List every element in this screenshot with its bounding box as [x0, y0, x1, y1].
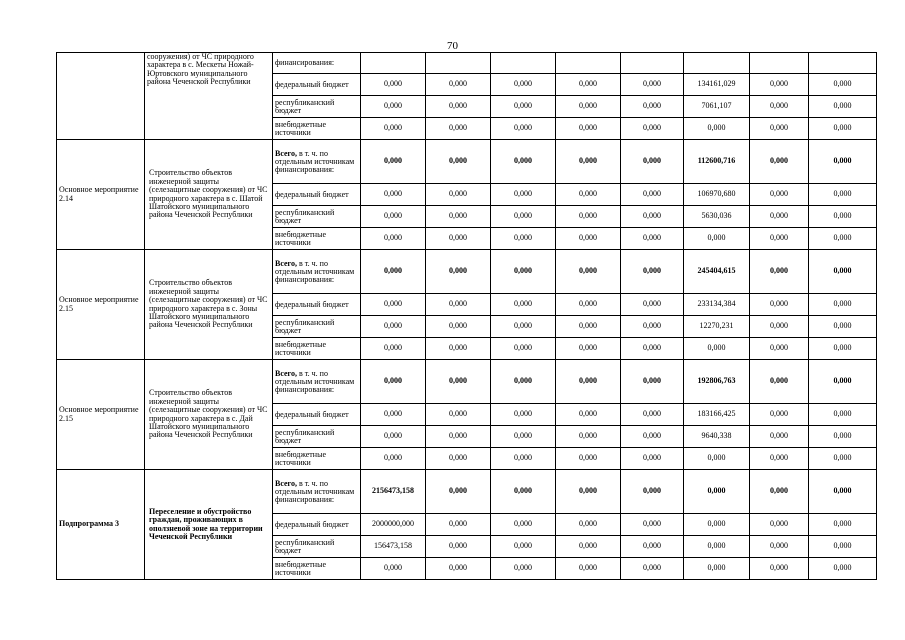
value-cell: 245404,615 — [684, 250, 750, 294]
value-cell: 0,000 — [750, 558, 809, 580]
value-cell: 12270,231 — [684, 316, 750, 338]
value-cell: 0,000 — [361, 118, 426, 140]
table-body — [57, 53, 877, 580]
source-total-label: Всего, — [275, 258, 297, 268]
row-label: Основное мероприятие 2.15 — [57, 250, 145, 360]
value-cell: 0,000 — [361, 228, 426, 250]
row-description: Строительство объектов инженерной защиты (селезащитные сооружения) от ЧС природного характера в с. Зоны Шатойского муниципального района Чеченской Республики — [145, 250, 273, 360]
source-total-suffix: в т. ч. по отдельным источникам финансирования: — [275, 478, 355, 504]
value-cell: 0,000 — [750, 250, 809, 294]
value-cell: 0,000 — [491, 250, 556, 294]
value-cell: 0,000 — [491, 360, 556, 404]
row-label: Подпрограмма 3 — [57, 470, 145, 580]
value-cell: 0,000 — [491, 294, 556, 316]
value-cell: 5630,036 — [684, 206, 750, 228]
value-cell: 0,000 — [684, 536, 750, 558]
value-cell: 0,000 — [750, 404, 809, 426]
value-cell: 0,000 — [750, 206, 809, 228]
value-cell: 0,000 — [809, 228, 877, 250]
value-cell: 0,000 — [491, 514, 556, 536]
value-cell: 0,000 — [556, 338, 621, 360]
value-cell: 0,000 — [556, 118, 621, 140]
value-cell: 0,000 — [361, 338, 426, 360]
table-row — [57, 250, 877, 294]
source-cell: республиканский бюджет — [273, 316, 361, 338]
row-description: Строительство объектов инженерной защиты (селезащитные сооружения) от ЧС природного характера в с. Шатой Шатойского муниципального района Чеченской Республики — [145, 140, 273, 250]
value-cell: 0,000 — [750, 228, 809, 250]
value-cell: 156473,158 — [361, 536, 426, 558]
page-number: 70 — [447, 40, 458, 52]
value-cell: 233134,384 — [684, 294, 750, 316]
source-total-label: Всего, — [275, 148, 297, 158]
value-cell: 0,000 — [426, 448, 491, 470]
table-row — [57, 470, 877, 514]
value-cell: 0,000 — [361, 294, 426, 316]
source-cell: федеральный бюджет — [273, 184, 361, 206]
value-cell: 0,000 — [621, 96, 684, 118]
value-cell: 2000000,000 — [361, 514, 426, 536]
row-description: Переселение и обустройство граждан, проживающих в оползневой зоне на территории Чеченской Республики — [145, 470, 273, 580]
source-total-label: Всего, — [275, 368, 297, 378]
source-cell: внебюджетные источники — [273, 118, 361, 140]
value-cell: 0,000 — [491, 404, 556, 426]
value-cell: 0,000 — [809, 404, 877, 426]
source-cell: внебюджетные источники — [273, 228, 361, 250]
value-cell: 0,000 — [684, 118, 750, 140]
source-cell: федеральный бюджет — [273, 74, 361, 96]
value-cell: 0,000 — [809, 338, 877, 360]
value-cell: 0,000 — [621, 426, 684, 448]
source-total-suffix: в т. ч. по отдельным источникам финансирования: — [275, 258, 355, 284]
value-cell: 0,000 — [426, 338, 491, 360]
value-cell: 183166,425 — [684, 404, 750, 426]
value-cell: 0,000 — [750, 448, 809, 470]
value-cell: 0,000 — [750, 470, 809, 514]
value-cell: 0,000 — [361, 558, 426, 580]
value-cell: 0,000 — [684, 470, 750, 514]
value-cell: 0,000 — [750, 514, 809, 536]
value-cell: 0,000 — [684, 448, 750, 470]
value-cell: 0,000 — [621, 536, 684, 558]
value-cell: 0,000 — [491, 470, 556, 514]
value-cell: 106970,680 — [684, 184, 750, 206]
value-cell: 0,000 — [750, 184, 809, 206]
value-cell: 0,000 — [621, 404, 684, 426]
value-cell: 0,000 — [809, 536, 877, 558]
source-total-label: Всего, — [275, 478, 297, 488]
source-cell: внебюджетные источники — [273, 558, 361, 580]
source-total-suffix: в т. ч. по отдельным источникам финансирования: — [275, 368, 355, 394]
source-cell: внебюджетные источники — [273, 448, 361, 470]
source-cell: федеральный бюджет — [273, 404, 361, 426]
value-cell: 0,000 — [750, 118, 809, 140]
value-cell: 0,000 — [556, 426, 621, 448]
value-cell: 0,000 — [621, 316, 684, 338]
value-cell: 0,000 — [426, 426, 491, 448]
value-cell: 0,000 — [556, 514, 621, 536]
value-cell: 0,000 — [809, 206, 877, 228]
value-cell: 0,000 — [361, 250, 426, 294]
value-cell: 134161,029 — [684, 74, 750, 96]
value-cell: 0,000 — [809, 316, 877, 338]
value-cell: 0,000 — [426, 294, 491, 316]
value-cell: 0,000 — [556, 536, 621, 558]
value-cell: 0,000 — [750, 536, 809, 558]
value-cell: 0,000 — [621, 360, 684, 404]
value-cell: 0,000 — [491, 206, 556, 228]
source-cell: федеральный бюджет — [273, 514, 361, 536]
value-cell: 0,000 — [556, 228, 621, 250]
value-cell: 0,000 — [750, 140, 809, 184]
financing-table — [56, 52, 877, 580]
value-cell: 0,000 — [621, 294, 684, 316]
value-cell: 0,000 — [426, 250, 491, 294]
value-cell: 0,000 — [556, 404, 621, 426]
row-description: сооружения) от ЧС природного характера в с. Мескеты Ножай-Юртовского муниципального района Чеченской Республики — [145, 53, 273, 140]
value-cell: 0,000 — [809, 140, 877, 184]
value-cell: 0,000 — [809, 360, 877, 404]
value-cell: 0,000 — [361, 448, 426, 470]
value-cell: 0,000 — [621, 514, 684, 536]
value-cell: 0,000 — [750, 96, 809, 118]
value-cell: 0,000 — [621, 74, 684, 96]
value-cell: 0,000 — [426, 360, 491, 404]
value-cell: 0,000 — [556, 96, 621, 118]
value-cell: 0,000 — [491, 426, 556, 448]
value-cell: 0,000 — [621, 140, 684, 184]
value-cell: 0,000 — [426, 316, 491, 338]
source-cell: республиканский бюджет — [273, 206, 361, 228]
value-cell: 0,000 — [491, 558, 556, 580]
value-cell: 0,000 — [426, 74, 491, 96]
table-row — [57, 140, 877, 184]
source-cell — [273, 470, 361, 514]
row-label-cell — [57, 53, 145, 140]
table-row — [57, 360, 877, 404]
value-cell: 0,000 — [556, 360, 621, 404]
value-cell: 0,000 — [426, 558, 491, 580]
value-cell: 0,000 — [621, 470, 684, 514]
value-cell: 0,000 — [361, 184, 426, 206]
value-cell: 0,000 — [750, 316, 809, 338]
value-cell: 0,000 — [426, 184, 491, 206]
value-cell: 0,000 — [556, 74, 621, 96]
source-cell: федеральный бюджет — [273, 294, 361, 316]
value-cell: 0,000 — [556, 140, 621, 184]
value-cell: 0,000 — [621, 184, 684, 206]
value-cell: 0,000 — [809, 448, 877, 470]
value-cell: 0,000 — [556, 250, 621, 294]
row-label: Основное мероприятие 2.15 — [57, 360, 145, 470]
source-cell — [273, 140, 361, 184]
source-cell — [273, 250, 361, 294]
value-cell: 0,000 — [621, 118, 684, 140]
value-cell: 2156473,158 — [361, 470, 426, 514]
value-cell: 0,000 — [491, 118, 556, 140]
source-cell: республиканский бюджет — [273, 96, 361, 118]
value-cell: 9640,338 — [684, 426, 750, 448]
value-cell: 0,000 — [361, 316, 426, 338]
value-cell: 0,000 — [361, 426, 426, 448]
value-cell: 0,000 — [491, 448, 556, 470]
value-cell: 0,000 — [426, 228, 491, 250]
value-cell: 0,000 — [750, 74, 809, 96]
value-cell: 0,000 — [809, 96, 877, 118]
value-cell: 0,000 — [621, 206, 684, 228]
value-cell: 0,000 — [809, 74, 877, 96]
value-cell: 0,000 — [621, 448, 684, 470]
value-cell: 0,000 — [809, 250, 877, 294]
value-cell: 0,000 — [556, 294, 621, 316]
value-cell: 0,000 — [621, 558, 684, 580]
table-row — [57, 53, 877, 74]
value-cell: 0,000 — [361, 206, 426, 228]
value-cell: 0,000 — [621, 338, 684, 360]
value-cell: 0,000 — [361, 360, 426, 404]
value-cell: 0,000 — [556, 206, 621, 228]
value-cell: 192806,763 — [684, 360, 750, 404]
value-cell: 0,000 — [491, 228, 556, 250]
value-cell: 0,000 — [621, 228, 684, 250]
value-cell: 7061,107 — [684, 96, 750, 118]
value-cell: 0,000 — [556, 448, 621, 470]
value-cell: 0,000 — [361, 404, 426, 426]
source-total-suffix: в т. ч. по отдельным источникам финансирования: — [275, 148, 355, 174]
value-cell: 112600,716 — [684, 140, 750, 184]
value-cell: 0,000 — [809, 184, 877, 206]
source-cell — [273, 360, 361, 404]
value-cell: 0,000 — [426, 206, 491, 228]
value-cell: 0,000 — [750, 360, 809, 404]
value-cell: 0,000 — [491, 184, 556, 206]
value-cell: 0,000 — [426, 140, 491, 184]
value-cell: 0,000 — [491, 140, 556, 184]
value-cell: 0,000 — [361, 74, 426, 96]
source-cell: республиканский бюджет — [273, 536, 361, 558]
value-cell: 0,000 — [556, 184, 621, 206]
value-cell: 0,000 — [684, 558, 750, 580]
value-cell: 0,000 — [809, 118, 877, 140]
value-cell: 0,000 — [426, 514, 491, 536]
value-cell: 0,000 — [491, 338, 556, 360]
value-cell: 0,000 — [684, 338, 750, 360]
source-cell: республиканский бюджет — [273, 426, 361, 448]
value-cell: 0,000 — [361, 140, 426, 184]
value-cell: 0,000 — [809, 426, 877, 448]
value-cell: 0,000 — [809, 470, 877, 514]
value-cell: 0,000 — [361, 96, 426, 118]
source-cell: финансирования: — [273, 53, 361, 74]
row-label: Основное мероприятие 2.14 — [57, 140, 145, 250]
value-cell: 0,000 — [684, 228, 750, 250]
source-cell: внебюджетные источники — [273, 338, 361, 360]
row-description: Строительство объектов инженерной защиты (селезащитные сооружения) от ЧС природного характера в с. Дай Шатойского муниципального района Чеченской Республики — [145, 360, 273, 470]
value-cell: 0,000 — [684, 514, 750, 536]
value-cell: 0,000 — [809, 294, 877, 316]
value-cell: 0,000 — [556, 470, 621, 514]
value-cell: 0,000 — [809, 514, 877, 536]
value-cell: 0,000 — [426, 96, 491, 118]
value-cell: 0,000 — [426, 404, 491, 426]
value-cell: 0,000 — [750, 426, 809, 448]
value-cell: 0,000 — [491, 96, 556, 118]
value-cell: 0,000 — [426, 470, 491, 514]
value-cell: 0,000 — [750, 338, 809, 360]
value-cell: 0,000 — [426, 118, 491, 140]
value-cell: 0,000 — [491, 74, 556, 96]
value-cell: 0,000 — [809, 558, 877, 580]
value-cell: 0,000 — [750, 294, 809, 316]
value-cell: 0,000 — [426, 536, 491, 558]
value-cell: 0,000 — [491, 316, 556, 338]
value-cell: 0,000 — [491, 536, 556, 558]
value-cell: 0,000 — [556, 316, 621, 338]
value-cell: 0,000 — [621, 250, 684, 294]
value-cell: 0,000 — [556, 558, 621, 580]
